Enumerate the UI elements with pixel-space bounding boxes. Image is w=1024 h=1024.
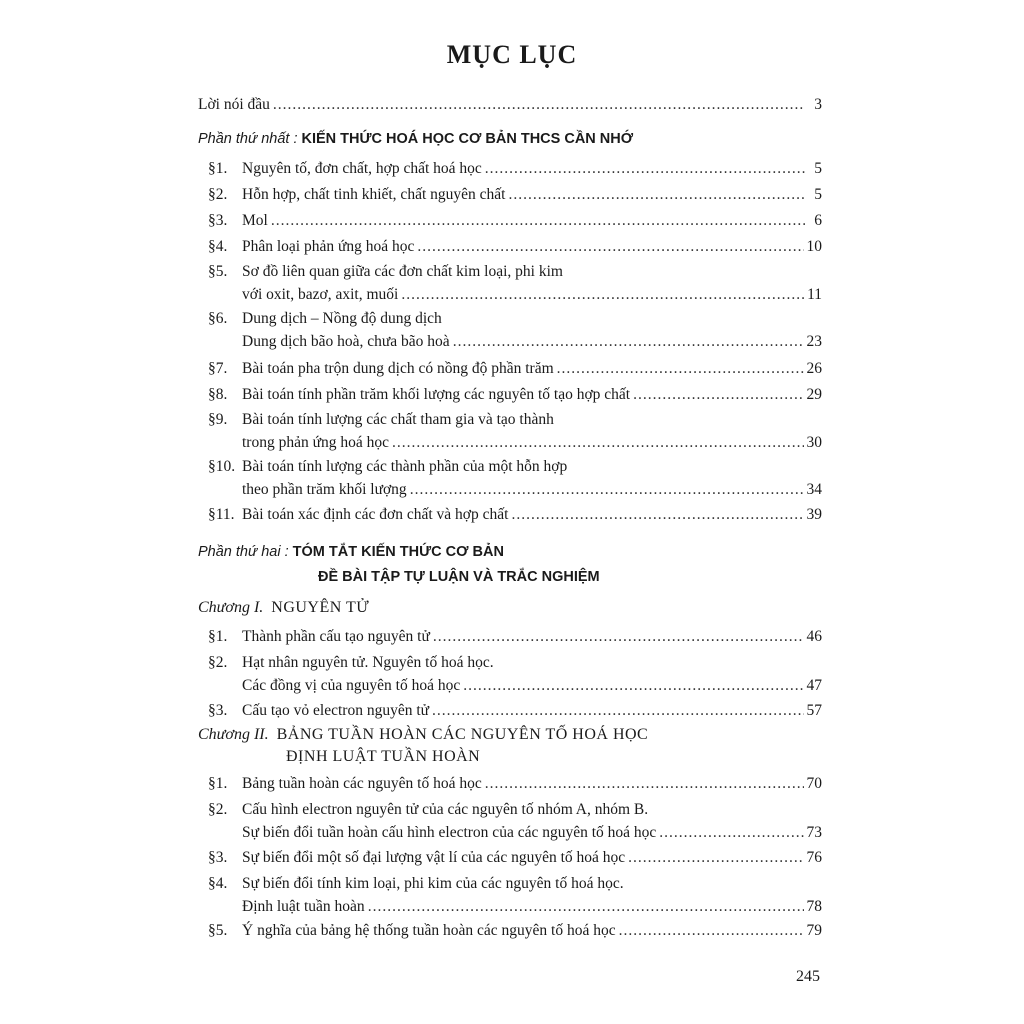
toc-entry-label: Cấu tạo vỏ electron nguyên tử — [242, 702, 430, 719]
toc-entry-continuation[interactable] — [198, 477, 822, 503]
toc-entry-page: 73 — [806, 824, 822, 841]
section-number: §6. — [208, 310, 228, 327]
toc-entry-page: 11 — [807, 286, 822, 303]
chapter-title: NGUYÊN TỬ — [271, 599, 370, 616]
toc-entry-label: Bài toán pha trộn dung dịch có nồng độ phần trăm — [242, 360, 554, 377]
toc-entry[interactable] — [198, 208, 822, 234]
toc-entry-page: 34 — [806, 481, 822, 498]
dot-leader — [417, 234, 803, 260]
section-number: §3. — [208, 849, 228, 866]
dot-leader — [401, 282, 804, 308]
toc-entry-page: 46 — [806, 628, 822, 645]
dot-leader — [453, 329, 804, 355]
toc-entry-page: 6 — [814, 212, 822, 229]
toc-entry-page: 57 — [806, 702, 822, 719]
part-heading — [198, 544, 504, 560]
dot-leader — [392, 430, 803, 456]
dot-leader — [485, 771, 804, 797]
toc-entry-page: 76 — [806, 849, 822, 866]
toc-entry-continuation[interactable] — [198, 329, 822, 355]
toc-entry[interactable] — [198, 234, 822, 260]
toc-entry-label: Bài toán tính phần trăm khối lượng các nguyên tố tạo hợp chất — [242, 386, 631, 403]
toc-entry-label: Phân loại phản ứng hoá học — [242, 238, 415, 255]
dot-leader — [485, 156, 805, 182]
toc-entry-page: 47 — [806, 677, 822, 694]
toc-entry-page: 70 — [806, 775, 822, 792]
toc-entry-label: Sơ đồ liên quan giữa các đơn chất kim loại, phi kim — [242, 263, 563, 280]
part-prefix: Phần thứ nhất : — [198, 131, 298, 147]
toc-entry-continuation[interactable] — [198, 894, 822, 920]
dot-leader — [433, 624, 804, 650]
toc-entry[interactable] — [198, 698, 822, 724]
chapter-heading — [198, 599, 369, 617]
toc-entry-page: 26 — [806, 360, 822, 377]
chapter-prefix: Chương I. — [198, 599, 264, 616]
toc-entry-continuation[interactable] — [198, 673, 822, 699]
toc-entry-label: Ý nghĩa của bảng hệ thống tuần hoàn các nguyên tố hoá học — [242, 922, 616, 939]
toc-entry-label: Hỗn hợp, chất tinh khiết, chất nguyên chất — [242, 186, 506, 203]
dot-leader — [508, 182, 805, 208]
page-title: MỤC LỤC — [446, 40, 578, 69]
dot-leader — [619, 918, 804, 944]
toc-entry[interactable] — [198, 845, 822, 871]
toc-entry-label: Sự biến đổi tuần hoàn cấu hình electron của các nguyên tố hoá học — [242, 824, 657, 841]
toc-entry[interactable] — [198, 502, 822, 528]
toc-entry-label: Mol — [242, 212, 268, 229]
section-number: §2. — [208, 186, 228, 203]
toc-entry-label: Cấu hình electron nguyên tử của các nguyên tố nhóm A, nhóm B. — [242, 801, 649, 818]
toc-entry-continuation[interactable] — [198, 430, 822, 456]
toc-entry-line — [198, 92, 822, 118]
dot-leader — [463, 673, 803, 699]
toc-entry-label: Bảng tuần hoàn các nguyên tố hoá học — [242, 775, 482, 792]
part-title: TÓM TẮT KIẾN THỨC CƠ BẢN — [292, 544, 504, 560]
toc-entry-page: 78 — [806, 898, 822, 915]
toc-entry-page: 10 — [806, 238, 822, 255]
dot-leader — [271, 208, 805, 234]
toc-entry[interactable] — [198, 624, 822, 650]
toc-entry-page: 79 — [806, 922, 822, 939]
toc-entry[interactable] — [198, 918, 822, 944]
toc-entry-page: 30 — [806, 434, 822, 451]
section-number: §1. — [208, 628, 228, 645]
dot-leader — [432, 698, 803, 724]
toc-entry[interactable] — [198, 182, 822, 208]
dot-leader — [368, 894, 804, 920]
toc-entry-label: với oxit, bazơ, axit, muối — [242, 286, 399, 303]
toc-entry-label: Sự biến đổi tính kim loại, phi kim của các nguyên tố hoá học. — [242, 875, 624, 892]
toc-entry-label: Hạt nhân nguyên tử. Nguyên tố hoá học. — [242, 654, 494, 671]
toc-entry-label: Nguyên tố, đơn chất, hợp chất hoá học — [242, 160, 482, 177]
toc-entry-label: Dung dịch bão hoà, chưa bão hoà — [242, 333, 450, 350]
toc-entry-page: 23 — [806, 333, 822, 350]
section-number: §5. — [208, 263, 228, 280]
toc-entry-continuation[interactable] — [198, 282, 822, 308]
toc-entry-label: Lời nói đầu — [198, 96, 270, 113]
dot-leader — [273, 92, 805, 118]
toc-entry-label: Bài toán tính lượng các chất tham gia và tạo thành — [242, 411, 554, 428]
toc-entry-page: 39 — [806, 506, 822, 523]
toc-entry-label: Bài toán xác định các đơn chất và hợp chất — [242, 506, 509, 523]
toc-entry-continuation[interactable] — [198, 820, 822, 846]
part-heading — [198, 131, 633, 147]
toc-entry-label: Sự biến đổi một số đại lượng vật lí của các nguyên tố hoá học — [242, 849, 626, 866]
part-title: KIẾN THỨC HOÁ HỌC CƠ BẢN THCS CẦN NHỚ — [301, 131, 634, 147]
part-title-line2: ĐỀ BÀI TẬP TỰ LUẬN VÀ TRẮC NGHIỆM — [318, 569, 600, 585]
chapter-heading — [198, 726, 648, 744]
chapter-prefix: Chương II. — [198, 726, 269, 743]
section-number: §5. — [208, 922, 228, 939]
toc-entry-preface[interactable] — [198, 92, 822, 118]
section-number: §1. — [208, 160, 228, 177]
toc-entry-page: 5 — [814, 160, 822, 177]
chapter-title-line2: ĐỊNH LUẬT TUẦN HOÀN — [286, 748, 481, 765]
part-prefix: Phần thứ hai : — [198, 544, 289, 560]
section-number: §3. — [208, 702, 228, 719]
toc-entry-label: Định luật tuần hoàn — [242, 898, 365, 915]
section-number: §1. — [208, 775, 228, 792]
dot-leader — [659, 820, 803, 846]
toc-entry-page: 29 — [806, 386, 822, 403]
toc-entry-label: Bài toán tính lượng các thành phần của một hỗn hợp — [242, 458, 568, 475]
dot-leader — [511, 502, 803, 528]
section-number: §3. — [208, 212, 228, 229]
section-number: §4. — [208, 875, 228, 892]
toc-entry-label: trong phản ứng hoá học — [242, 434, 390, 451]
toc-entry-page: 3 — [814, 96, 822, 113]
toc-entry-label: Thành phần cấu tạo nguyên tử — [242, 628, 430, 645]
toc-entry[interactable] — [198, 382, 822, 408]
chapter-title: BẢNG TUẦN HOÀN CÁC NGUYÊN TỐ HOÁ HỌC — [276, 726, 649, 743]
page-number: 245 — [796, 968, 820, 985]
section-number: §11. — [208, 506, 235, 523]
section-number: §10. — [208, 458, 236, 475]
toc-entry-label: Các đồng vị của nguyên tố hoá học — [242, 677, 461, 694]
section-number: §4. — [208, 238, 228, 255]
section-number: §7. — [208, 360, 228, 377]
toc-entry-label: Dung dịch – Nồng độ dung dịch — [242, 310, 442, 327]
section-number: §2. — [208, 654, 228, 671]
toc-entry[interactable] — [198, 156, 822, 182]
dot-leader — [557, 356, 804, 382]
toc-entry[interactable] — [198, 356, 822, 382]
section-number: §8. — [208, 386, 228, 403]
section-number: §2. — [208, 801, 228, 818]
toc-entry-page: 5 — [814, 186, 822, 203]
dot-leader — [410, 477, 804, 503]
section-number: §9. — [208, 411, 228, 428]
dot-leader — [628, 845, 803, 871]
dot-leader — [633, 382, 803, 408]
toc-entry[interactable] — [198, 771, 822, 797]
toc-entry-label: theo phần trăm khối lượng — [242, 481, 407, 498]
